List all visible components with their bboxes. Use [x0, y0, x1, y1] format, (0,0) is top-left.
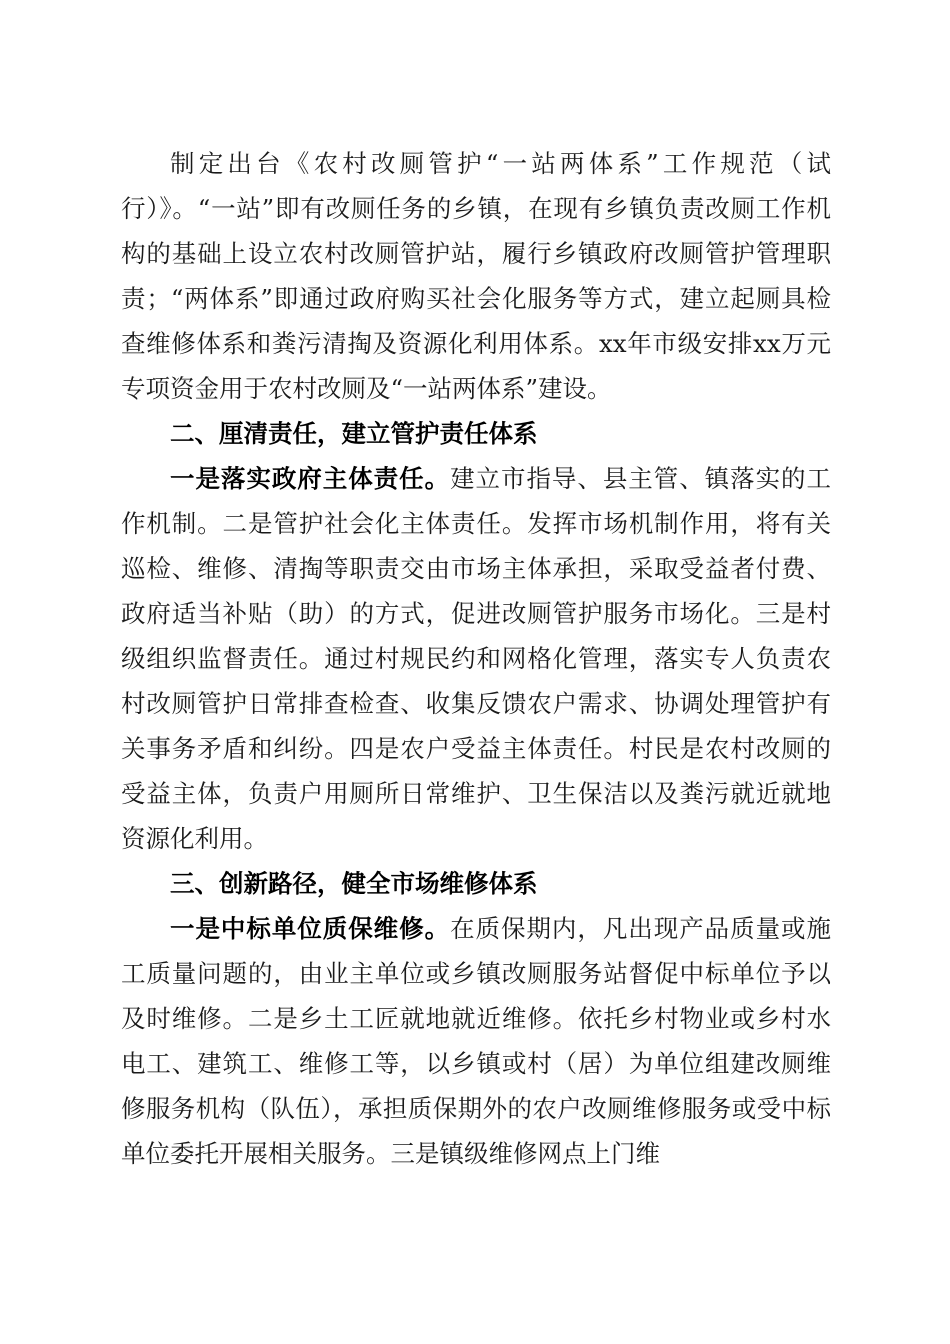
paragraph-responsibility	[121, 456, 831, 861]
section-heading-3: 三、创新路径，健全市场维修体系	[170, 869, 538, 898]
paragraph-lead-text: 一是落实政府主体责任。	[170, 464, 451, 493]
paragraph-body-text: 建立市指导、县主管、镇落实的工作机制。二是管护社会化主体责任。发挥市场机制作用，将有关巡检、维修、清掏等职责交由市场主体承担，采取受益者付费、政府适当补贴（助）的方式，促进改厕管护服务市场化。三是村级组织监督责任。通过村规民约和网格化管理，落实专人负责农村改厕管护日常排查检查、收集反馈农户需求、协调处理管护有关事务矛盾和纠纷。四是农户受益主体责任。村民是农村改厕的受益主体，负责户用厕所日常维护、卫生保洁以及粪污就近就地资源化利用。	[121, 464, 832, 853]
section-heading-2: 二、厘清责任，建立管护责任体系	[170, 419, 538, 448]
paragraph-body-text: 在质保期内，凡出现产品质量或施工质量问题的，由业主单位或乡镇改厕服务站督促中标单位予以及时维修。二是乡土工匠就地就近维修。依托乡村物业或乡村水电工、建筑工、维修工等，以乡镇或村（居）为单位组建改厕维修服务机构（队伍），承担质保期外的农户改厕维修服务或受中标单位委托开展相关服务。三是镇级维修网点上门维	[121, 914, 832, 1168]
paragraph-maintenance	[121, 906, 831, 1176]
paragraph-lead-text: 一是中标单位质保维修。	[170, 914, 451, 943]
paragraph-intro: 制定出台《农村改厕管护“一站两体系”工作规范（试行）》。“一站”即有改厕任务的乡镇，在现有乡镇负责改厕工作机构的基础上设立农村改厕管护站，履行乡镇政府改厕管护管理职责；“两体系”即通过政府购买社会化服务等方式，建立起厕具检查维修体系和粪污清掏及资源化利用体系。xx年市级安排xx万元专项资金用于农村改厕及“一站两体系”建设。	[121, 149, 831, 403]
document-body	[121, 141, 831, 1176]
